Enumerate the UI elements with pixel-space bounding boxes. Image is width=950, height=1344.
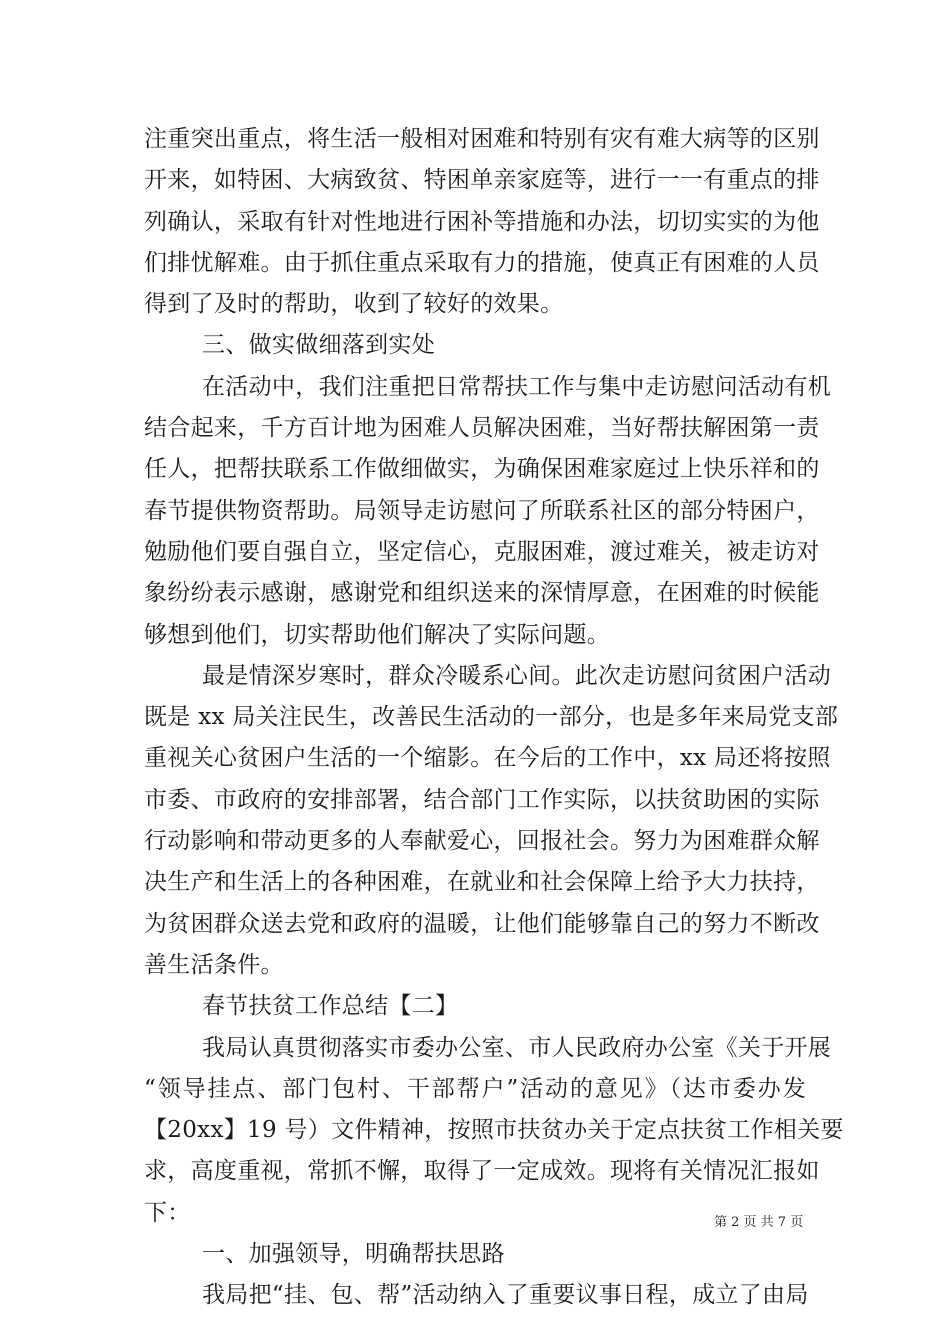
text-line: 市委、市政府的安排部署，结合部门工作实际，以扶贫助困的实际 (144, 786, 820, 813)
text-line: 我局认真贯彻落实市委办公室、市人民政府办公室《关于开展 (202, 1034, 832, 1061)
text-line: 们排忧解难。由于抓住重点采取有力的措施，使真正有困难的人员 (144, 249, 820, 276)
text-line: 列确认，采取有针对性地进行困补等措施和办法，切切实实的为他 (144, 208, 820, 235)
text-line: 善生活条件。 (144, 951, 284, 978)
text-line: 重视关心贫困户生活的一个缩影。在今后的工作中，xx 局还将按照 (144, 745, 831, 772)
text-line: 任人，把帮扶联系工作做细做实，为确保困难家庭过上快乐祥和的 (144, 456, 820, 483)
document-body (144, 119, 844, 1317)
text-line: 在活动中，我们注重把日常帮扶工作与集中走访慰问活动有机 (202, 373, 832, 400)
page-number: 第 2 页 共 7 页 (714, 1215, 804, 1230)
text-line: 三、做实做细落到实处 (202, 332, 435, 359)
text-line: 我局把“挂、包、帮”活动纳入了重要议事日程，成立了由局 (202, 1282, 809, 1309)
text-line: “领导挂点、部门包村、干部帮户”活动的意见》（达市委办发 (144, 1075, 806, 1102)
text-line: 行动影响和带动更多的人奉献爱心，回报社会。努力为困难群众解 (144, 828, 820, 855)
text-line: 注重突出重点，将生活一般相对困难和特别有灾有难大病等的区别 (144, 126, 820, 152)
text-line: 得到了及时的帮助，收到了较好的效果。 (144, 291, 564, 318)
text-line: 既是 xx 局关注民生，改善民生活动的一部分，也是多年来局党支部 (144, 704, 839, 731)
text-line: 勉励他们要自强自立，坚定信心，克服困难，渡过难关，被走访对 (144, 538, 820, 565)
text-line: 【20xx】19 号）文件精神，按照市扶贫办关于定点扶贫工作相关要 (144, 1117, 844, 1144)
text-line: 象纷纷表示感谢，感谢党和组织送来的深情厚意，在困难的时候能 (144, 580, 820, 607)
text-line: 结合起来，千方百计地为困难人员解决困难，当好帮扶解困第一责 (144, 415, 820, 442)
text-line: 开来，如特困、大病致贫、特困单亲家庭等，进行一一有重点的排 (144, 167, 820, 194)
text-line: 够想到他们，切实帮助他们解决了实际问题。 (144, 621, 610, 648)
text-line: 春节扶贫工作总结【二】 (202, 993, 459, 1020)
text-line: 决生产和生活上的各种困难，在就业和社会保障上给予大力扶持， (144, 869, 820, 896)
text-line: 下： (144, 1199, 191, 1226)
text-line: 为贫困群众送去党和政府的温暖，让他们能够靠自己的努力不断改 (144, 910, 820, 937)
text-line: 一、加强领导，明确帮扶思路 (202, 1241, 505, 1268)
text-line: 春节提供物资帮助。局领导走访慰问了所联系社区的部分特困户， (144, 497, 820, 524)
text-line: 最是情深岁寒时，群众冷暖系心间。此次走访慰问贫困户活动 (202, 662, 832, 689)
text-line: 求，高度重视，常抓不懈，取得了一定成效。现将有关情况汇报如 (144, 1158, 820, 1185)
